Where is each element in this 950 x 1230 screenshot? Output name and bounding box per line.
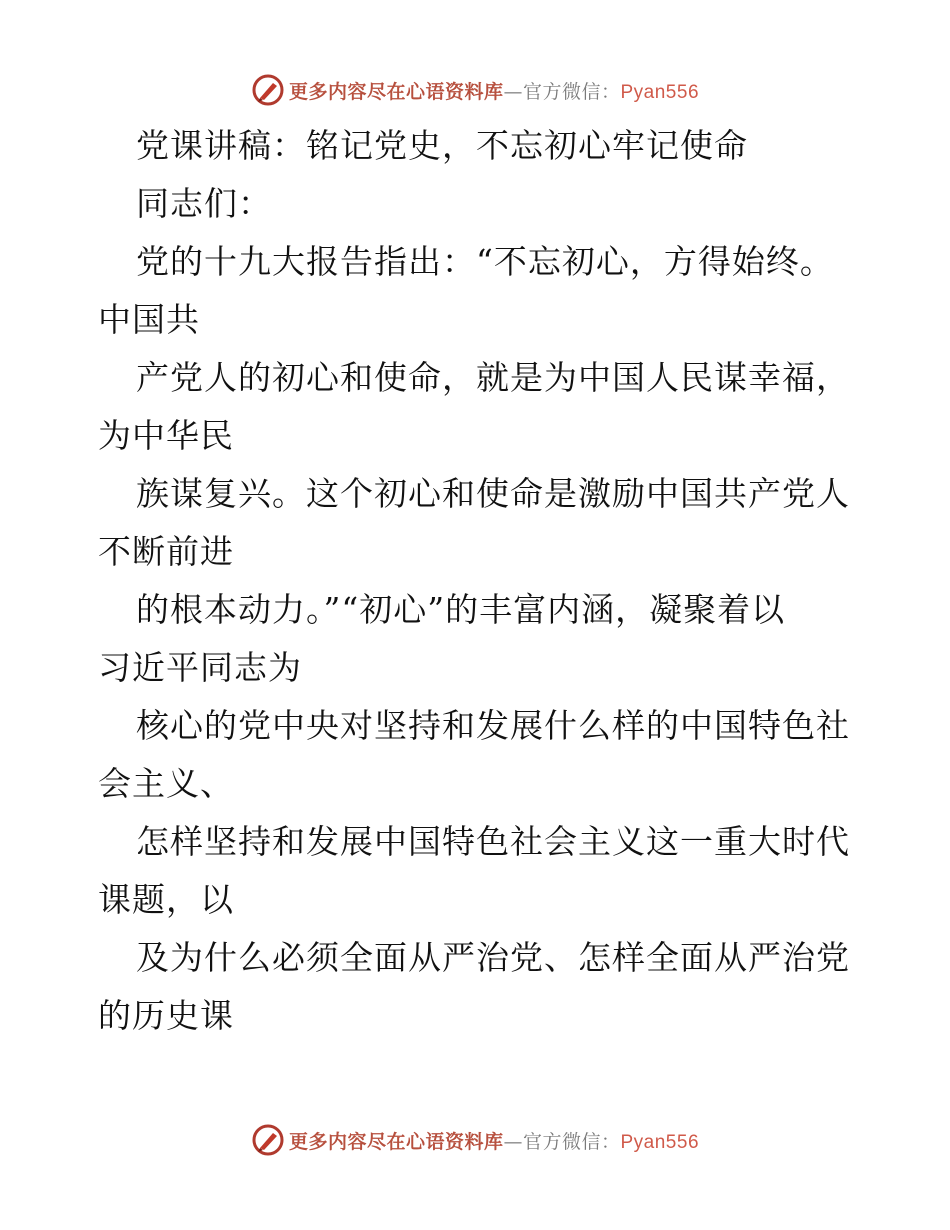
watermark-wechat-label: 官方微信：	[522, 80, 621, 103]
watermark-wechat-id: Pyan556	[620, 81, 700, 103]
text-line: 的历史课	[98, 996, 234, 1035]
watermark-dash: —	[503, 80, 523, 103]
text-line: 党的十九大报告指出：“不忘初心，方得始终。	[136, 242, 834, 281]
watermark-brand: 更多内容尽在心语资料库	[288, 80, 504, 103]
header-watermark-banner	[0, 70, 950, 110]
salutation-line: 同志们：	[136, 184, 272, 223]
footer-watermark-banner	[0, 1120, 950, 1160]
text-line: 为中华民	[98, 416, 234, 455]
document-body	[98, 117, 858, 1045]
text-line: 课题，以	[98, 880, 234, 919]
text-line: 不断前进	[98, 532, 234, 571]
text-line: 核心的党中央对坚持和发展什么样的中国特色社	[136, 706, 850, 745]
text-line: 会主义、	[98, 764, 234, 803]
text-line: 的根本动力。”“初心”的丰富内涵，凝聚着以	[136, 590, 786, 629]
pen-logo-icon	[251, 1123, 285, 1157]
pen-logo-icon	[251, 73, 285, 107]
text-line: 怎样坚持和发展中国特色社会主义这一重大时代	[136, 822, 850, 861]
watermark-dash: —	[503, 1130, 523, 1153]
watermark-text	[289, 1127, 699, 1154]
text-line: 习近平同志为	[98, 648, 302, 687]
text-line: 产党人的初心和使命，就是为中国人民谋幸福，	[136, 358, 850, 397]
document-title-line: 党课讲稿：铭记党史，不忘初心牢记使命	[136, 126, 748, 165]
watermark-wechat-label: 官方微信：	[522, 1130, 621, 1153]
watermark-wechat-id: Pyan556	[620, 1131, 700, 1153]
watermark-text	[289, 77, 699, 104]
text-line: 中国共	[98, 300, 200, 339]
text-line: 族谋复兴。这个初心和使命是激励中国共产党人	[136, 474, 850, 513]
text-line: 及为什么必须全面从严治党、怎样全面从严治党	[136, 938, 850, 977]
watermark-brand: 更多内容尽在心语资料库	[288, 1130, 504, 1153]
